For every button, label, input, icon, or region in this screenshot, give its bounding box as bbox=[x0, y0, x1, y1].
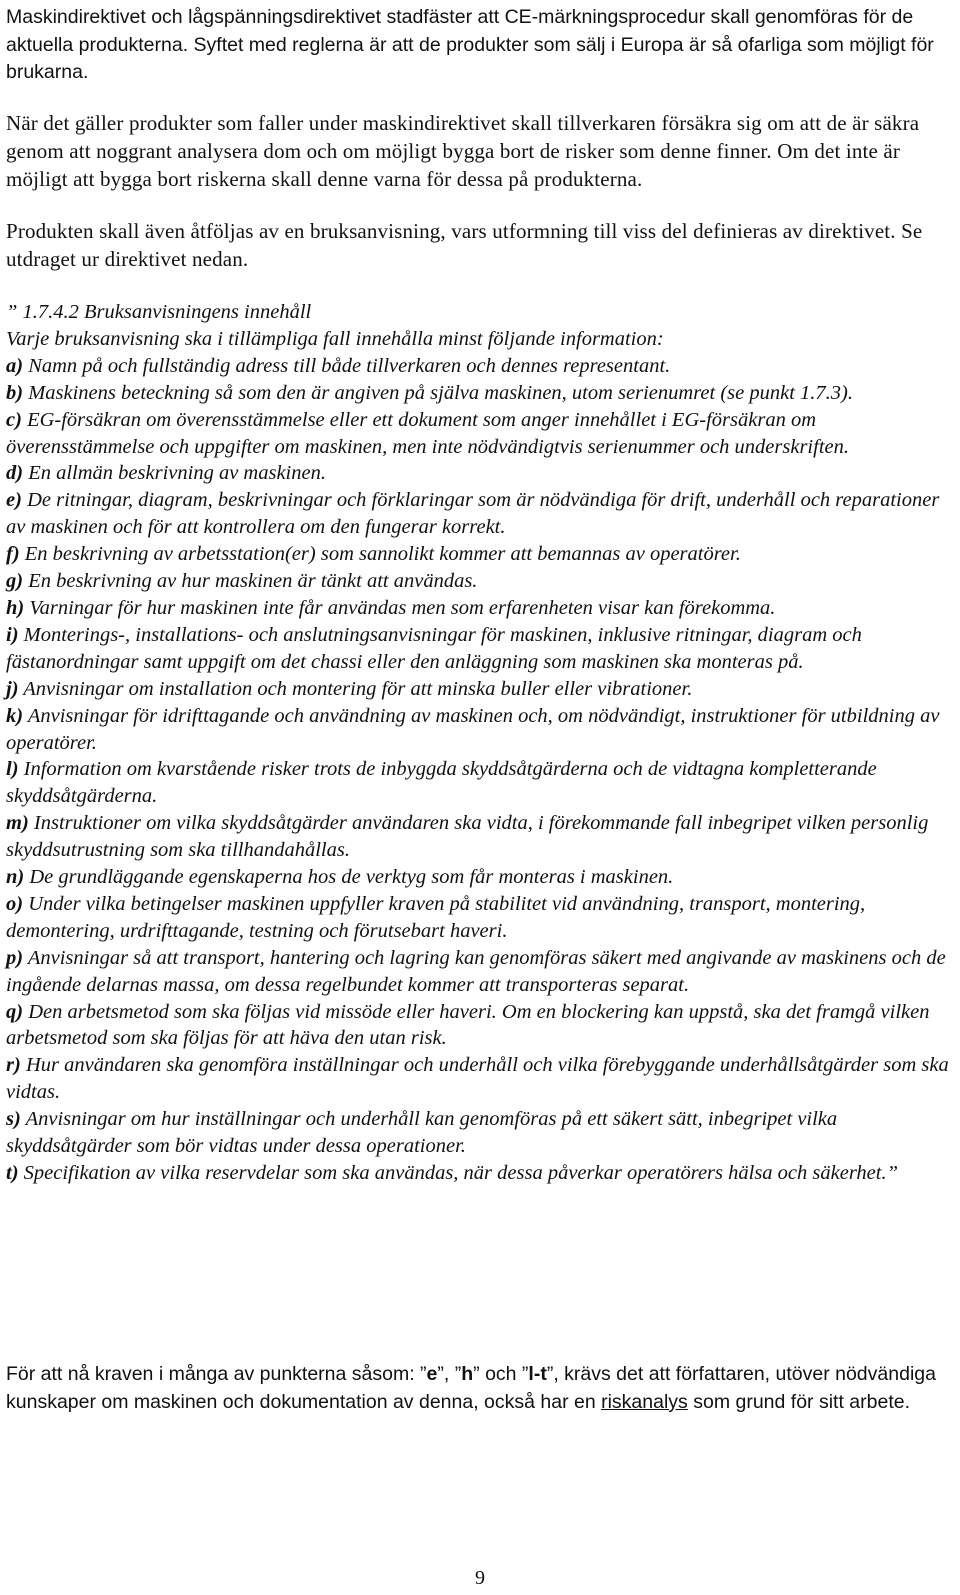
quote-item bbox=[6, 676, 951, 703]
quote-item-letter: r) bbox=[6, 1054, 21, 1077]
quote-item bbox=[6, 703, 951, 757]
quote-item-text: De grundläggande egenskaperna hos de verktyg som får monteras i maskinen. bbox=[24, 866, 674, 889]
quote-item-text: De ritningar, diagram, beskrivningar och förklaringar som är nödvändiga för drift, underhåll och reparationer av maskinen och för att kontrollera om den fungerar korrekt. bbox=[6, 489, 940, 539]
quote-item-text: En allmän beskrivning av maskinen. bbox=[23, 462, 326, 485]
closing-text: ” och ” bbox=[473, 1363, 529, 1385]
quote-item-text: Under vilka betingelser maskinen uppfyller kraven på stabilitet vid användning, transport, montering, demontering, urdrifttagande, testning och förutsebart haveri. bbox=[6, 892, 866, 942]
quote-item-text: Anvisningar för idrifttagande och användning av maskinen och, om nödvändigt, instruktioner för utbildning av operatörer. bbox=[6, 704, 940, 754]
quote-item-letter: g) bbox=[6, 570, 24, 593]
quote-item-list bbox=[6, 353, 951, 1187]
quote-item-text: Monterings-, installations- och anslutningsanvisningar för maskinen, inklusive ritningar, diagram och fästanordningar samt uppgift om det chassi eller den anläggning som maskinen ska monteras på. bbox=[6, 623, 862, 673]
quote-item bbox=[6, 1160, 951, 1187]
quote-item-text: Instruktioner om vilka skyddsåtgärder användaren ska vidta, i förekommande fall inbegripet vilken personlig skyddsutrustning som ska tillhandahållas. bbox=[6, 812, 929, 862]
closing-point-h: h bbox=[461, 1363, 474, 1385]
quote-item-letter: b) bbox=[6, 381, 24, 404]
directive-quote bbox=[6, 299, 951, 1187]
quote-item bbox=[6, 1052, 951, 1106]
quote-item-letter: o) bbox=[6, 892, 24, 915]
quote-item bbox=[6, 1106, 951, 1160]
quote-item-letter: f) bbox=[6, 543, 20, 566]
quote-item-text: Anvisningar om hur inställningar och underhåll kan genomföras på ett säkert sätt, inbegripet vilka skyddsåtgärder som bör vidtas under dessa operationer. bbox=[6, 1108, 838, 1158]
quote-item bbox=[6, 487, 951, 541]
quote-item-letter: m) bbox=[6, 812, 29, 835]
quote-item-letter: e) bbox=[6, 489, 22, 512]
quote-item-letter: p) bbox=[6, 946, 24, 969]
quote-item bbox=[6, 999, 951, 1053]
intro-paragraph: Maskindirektivet och lågspänningsdirektivet stadfäster att CE-märkningsprocedur skall genomföras för de aktuella produkterna. Syftet med reglerna är att de produkter som sälj i Europa är så ofarliga som möjligt för brukarna. bbox=[6, 6, 934, 83]
quote-item-letter: a) bbox=[6, 354, 24, 377]
quote-item-letter: k) bbox=[6, 704, 24, 727]
quote-item-text: En beskrivning av hur maskinen är tänkt att användas. bbox=[23, 570, 478, 593]
quote-item-text: Maskinens beteckning så som den är angiven på själva maskinen, utom serienumret (se punkt 1.7.3). bbox=[23, 381, 853, 404]
quote-item-letter: n) bbox=[6, 866, 25, 889]
riskanalys-link[interactable]: riskanalys bbox=[601, 1391, 688, 1413]
quote-item-text: Specifikation av vilka reservdelar som ska användas, när dessa påverkar operatörers hälsa och säkerhet.” bbox=[18, 1162, 898, 1184]
quote-item bbox=[6, 541, 951, 568]
quote-item bbox=[6, 891, 951, 945]
closing-text: För att nå kraven i många av punkterna såsom: ” bbox=[6, 1363, 427, 1385]
quote-item-letter: s) bbox=[6, 1108, 21, 1131]
paragraph-instructions-requirement: Produkten skall även åtföljas av en bruksanvisning, vars utformning till viss del definieras av direktivet. Se utdraget ur direktivet nedan. bbox=[6, 219, 923, 271]
quote-item-letter: h) bbox=[6, 596, 25, 619]
closing-text: ”, krävs det att författaren, utöver nödvändiga kunskaper om maskinen och dokumentation av denna, också har en bbox=[6, 1363, 936, 1413]
closing-text: som grund för sitt arbete. bbox=[687, 1391, 910, 1413]
closing-point-l-t: l-t bbox=[528, 1363, 547, 1385]
quote-item bbox=[6, 353, 951, 380]
quote-item-text: Hur användaren ska genomföra inställningar och underhåll och vilka förebyggande underhållsåtgärder som ska vidtas. bbox=[6, 1054, 949, 1104]
quote-item-text: En beskrivning av arbetsstation(er) som sannolikt kommer att bemannas av operatörer. bbox=[19, 543, 741, 566]
quote-item bbox=[6, 864, 951, 891]
quote-item bbox=[6, 568, 951, 595]
closing-text: ”, ” bbox=[437, 1363, 462, 1385]
paragraph-manufacturer-duties: När det gäller produkter som faller under maskindirektivet skall tillverkaren försäkra sig om att de är säkra genom att noggrant analysera dom och om möjligt bygga bort de risker som denne finner. Om det inte är möjligt att bygga bort riskerna skall denne varna för dessa på produkterna. bbox=[6, 111, 920, 191]
quote-item-text: Varningar för hur maskinen inte får användas men som erfarenheten visar kan förekomma. bbox=[24, 596, 776, 619]
quote-item-text: EG-försäkran om överensstämmelse eller ett dokument som anger innehållet i EG-försäkran om överensstämmelse och uppgifter om maskinen, men inte nödvändigtvis serienummer och underskriften. bbox=[6, 408, 849, 458]
quote-item-letter: d) bbox=[6, 462, 24, 485]
quote-item-text: Anvisningar om installation och montering för att minska buller eller vibrationer. bbox=[18, 677, 693, 700]
closing-paragraph bbox=[6, 1360, 951, 1416]
quote-item-letter: i) bbox=[6, 623, 19, 646]
quote-item bbox=[6, 380, 951, 407]
quote-item bbox=[6, 945, 951, 999]
quote-item-text: Namn på och fullständig adress till både tillverkaren och dennes representant. bbox=[23, 354, 671, 377]
quote-item-letter: t) bbox=[6, 1162, 19, 1184]
quote-item bbox=[6, 407, 951, 461]
quote-item-letter: j) bbox=[6, 677, 19, 700]
quote-item-letter: c) bbox=[6, 408, 22, 431]
quote-item bbox=[6, 460, 951, 487]
quote-item bbox=[6, 622, 951, 676]
page-number: 9 bbox=[475, 1567, 485, 1589]
quote-item bbox=[6, 810, 951, 864]
quote-lead: Varje bruksanvisning ska i tillämpliga fall innehålla minst följande information: bbox=[6, 327, 664, 350]
quote-heading: ” 1.7.4.2 Bruksanvisningens innehåll bbox=[6, 301, 312, 323]
quote-item-letter: l) bbox=[6, 758, 19, 781]
quote-item-text: Anvisningar så att transport, hantering och lagring kan genomföras säkert med angivande av maskinens och de ingående delarnas massa, om dessa regelbundet kommer att transporteras separat. bbox=[6, 946, 946, 996]
quote-item bbox=[6, 756, 951, 810]
quote-item bbox=[6, 595, 951, 622]
quote-item-text: Den arbetsmetod som ska följas vid missöde eller haveri. Om en blockering kan uppstå, ska det framgå vilken arbetsmetod som ska följas för att häva den utan risk. bbox=[6, 1000, 930, 1050]
quote-item-text: Information om kvarstående risker trots de inbyggda skyddsåtgärderna och de vidtagna kompletterande skyddsåtgärderna. bbox=[6, 758, 877, 808]
quote-item-letter: q) bbox=[6, 1000, 24, 1023]
closing-point-e: e bbox=[426, 1363, 438, 1385]
